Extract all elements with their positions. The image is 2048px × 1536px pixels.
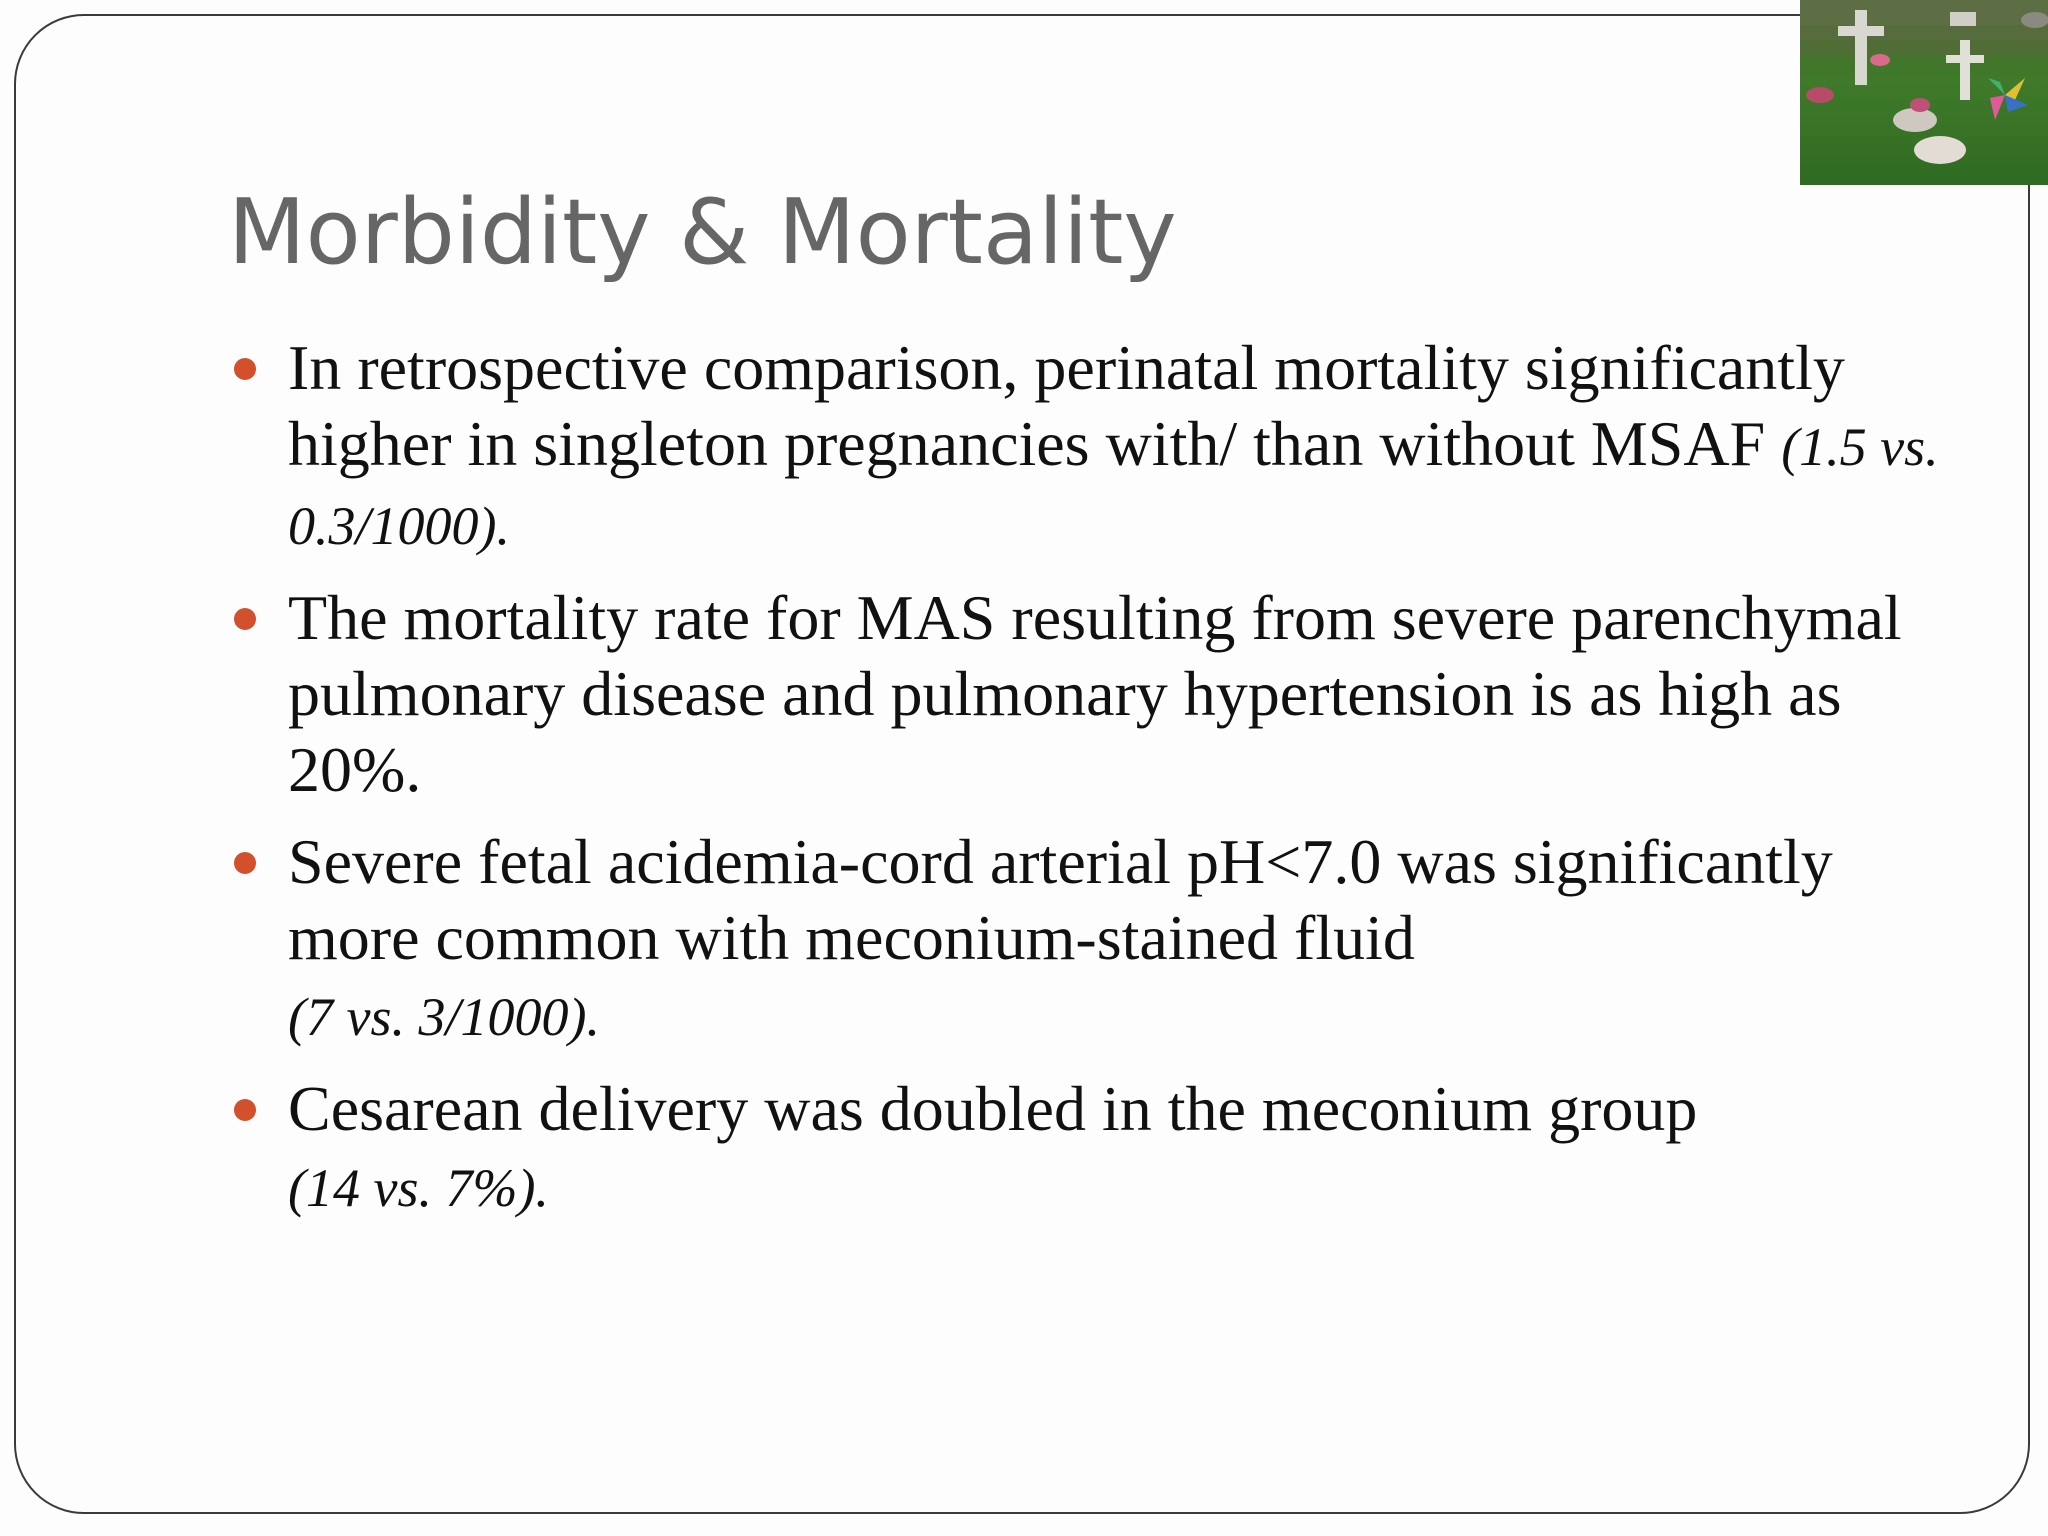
bullet-text: The mortality rate for MAS resulting from severe parenchymal pulmonary disease and pulmonary hypertension is as high as 20%.	[288, 582, 1902, 805]
bullet-text: Severe fetal acidemia-cord arterial pH<7.0 was significantly more common with meconium-stained fluid	[288, 826, 1833, 973]
bullet-citation: (14 vs. 7%).	[288, 1158, 549, 1218]
bullet-item	[228, 580, 1948, 808]
bullet-text: In retrospective comparison, perinatal mortality significantly higher in singleton pregnancies with/ than without MSAF	[288, 332, 1845, 479]
bullet-item	[228, 330, 1948, 564]
cemetery-photo	[1800, 0, 2048, 185]
bullet-dot-icon	[234, 608, 256, 630]
bullet-item	[228, 824, 1948, 1055]
bullet-dot-icon	[234, 1099, 256, 1121]
bullet-text: Cesarean delivery was doubled in the meconium group	[288, 1073, 1698, 1144]
bullet-citation: (7 vs. 3/1000).	[288, 987, 600, 1047]
bullet-dot-icon	[234, 358, 256, 380]
slide-title: Morbidity & Mortality	[228, 180, 1177, 285]
bullet-dot-icon	[234, 852, 256, 874]
bullet-item	[228, 1071, 1948, 1226]
bullet-list	[228, 330, 1948, 1242]
bullet-citation: (1.5 vs. 0.3/1000).	[288, 417, 1939, 556]
